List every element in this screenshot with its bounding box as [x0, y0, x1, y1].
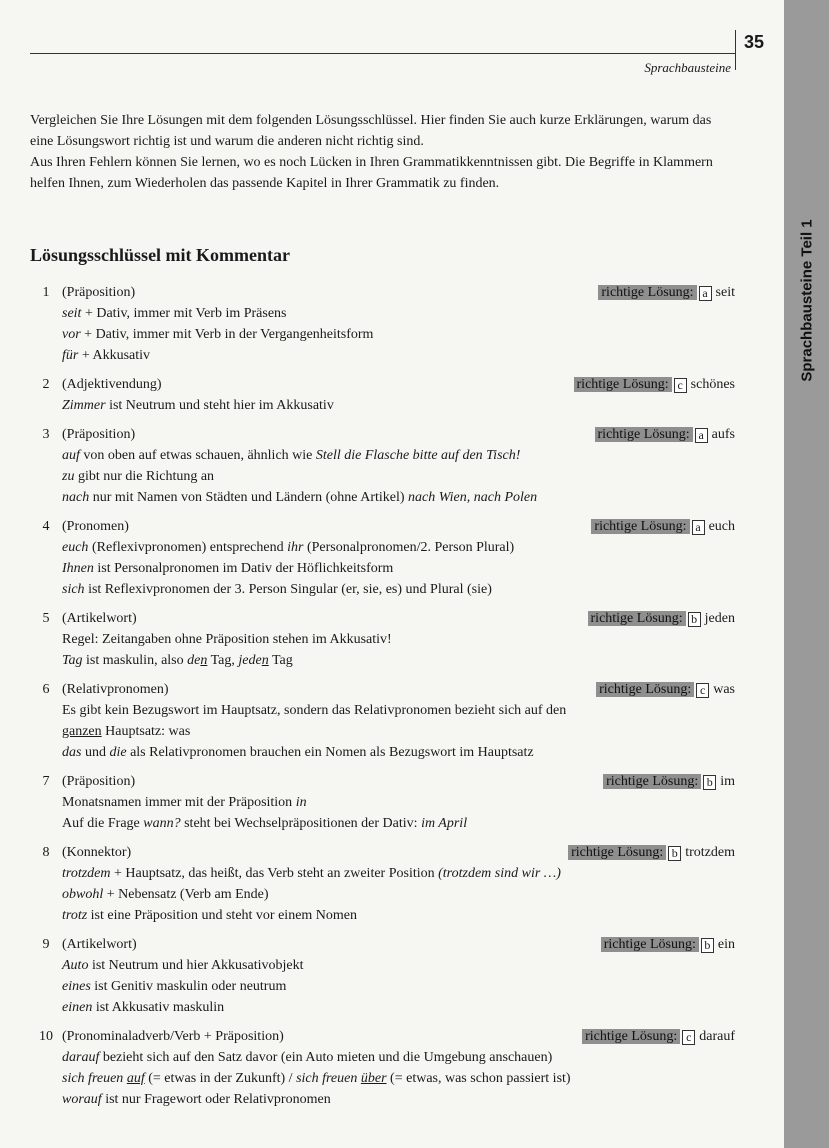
- answer-label: richtige Lösung:: [595, 427, 693, 442]
- answer-list: [30, 282, 735, 1118]
- answer-word: euch: [708, 519, 735, 534]
- explanation-line: vor + Dativ, immer mit Verb in der Vergangenheitsform: [62, 327, 374, 342]
- answer-letter: b: [668, 846, 681, 861]
- explanation-line: obwohl + Nebensatz (Verb am Ende): [62, 887, 269, 902]
- item-number: 8: [42, 845, 50, 860]
- item-category: (Präposition): [62, 427, 136, 442]
- answer: [596, 679, 735, 700]
- answer-letter: b: [688, 612, 701, 627]
- item-number: 4: [42, 519, 50, 534]
- explanation-line: trotz ist eine Präposition und steht vor einem Nomen: [62, 908, 358, 923]
- item-number: 2: [42, 377, 50, 392]
- explanation-line: eines ist Genitiv maskulin oder neutrum: [62, 979, 287, 994]
- item-number: 1: [42, 285, 50, 300]
- answer-letter: a: [699, 286, 712, 301]
- explanation-line: Monatsnamen immer mit der Präposition in: [62, 795, 307, 810]
- answer: [595, 424, 735, 445]
- explanation-line: Zimmer ist Neutrum und steht hier im Akkusativ: [62, 398, 334, 413]
- answer-label: richtige Lösung:: [601, 937, 699, 952]
- explanation-line: Es gibt kein Bezugswort im Hauptsatz, sondern das Relativpronomen bezieht sich auf den: [62, 703, 567, 718]
- explanation-line: worauf ist nur Fragewort oder Relativpronomen: [62, 1092, 331, 1107]
- explanation-line: euch (Reflexivpronomen) entsprechend ihr (Personalpronomen/2. Person Plural): [62, 540, 515, 555]
- item-number: 9: [42, 937, 50, 952]
- answer-letter: a: [692, 520, 705, 535]
- answer-word: was: [713, 682, 735, 697]
- answer-letter: b: [701, 938, 714, 953]
- answer-item: [30, 374, 735, 416]
- answer-item: [30, 842, 735, 926]
- answer-label: richtige Lösung:: [598, 285, 696, 300]
- answer-letter: c: [682, 1030, 695, 1045]
- answer-letter: c: [696, 683, 709, 698]
- answer-item: [30, 679, 735, 763]
- answer-item: [30, 771, 735, 834]
- explanation-line: ganzen Hauptsatz: was: [62, 724, 191, 739]
- item-category: (Relativpronomen): [62, 682, 169, 697]
- answer-word: ein: [717, 937, 735, 952]
- explanation-line: darauf bezieht sich auf den Satz davor (ein Auto mieten und die Umgebung anschauen): [62, 1050, 553, 1065]
- explanation-line: einen ist Akkusativ maskulin: [62, 1000, 225, 1015]
- answer-word: aufs: [711, 427, 735, 442]
- item-category: (Pronominaladverb/Verb + Präposition): [62, 1029, 284, 1044]
- answer: [574, 374, 735, 395]
- explanation-line: sich freuen auf (= etwas in der Zukunft) / sich freuen über (= etwas, was schon passiert ist): [62, 1071, 571, 1086]
- item-category: (Präposition): [62, 285, 136, 300]
- explanation-line: auf von oben auf etwas schauen, ähnlich wie Stell die Flasche bitte auf den Tisch!: [62, 448, 521, 463]
- answer-label: richtige Lösung:: [591, 519, 689, 534]
- side-tab: [784, 0, 829, 1148]
- page-number: 35: [744, 32, 765, 52]
- answer-item: [30, 282, 735, 366]
- explanation-line: zu gibt nur die Richtung an: [62, 469, 215, 484]
- explanation-line: Ihnen ist Personalpronomen im Dativ der Höflichkeitsform: [62, 561, 394, 576]
- answer-label: richtige Lösung:: [603, 774, 701, 789]
- item-category: (Artikelwort): [62, 611, 137, 626]
- item-number: 7: [42, 774, 50, 789]
- answer-label: richtige Lösung:: [568, 845, 666, 860]
- answer-word: jeden: [704, 611, 735, 626]
- item-category: (Präposition): [62, 774, 136, 789]
- explanation-line: seit + Dativ, immer mit Verb im Präsens: [62, 306, 287, 321]
- answer-item: [30, 608, 735, 671]
- answer-word: schönes: [690, 377, 735, 392]
- answer-letter: c: [674, 378, 687, 393]
- section-title: Lösungsschlüssel mit Kommentar: [30, 245, 291, 265]
- side-tab-label: Sprachbausteine Teil 1: [798, 218, 816, 382]
- intro-text: [30, 110, 735, 194]
- intro-paragraph: Vergleichen Sie Ihre Lösungen mit dem folgenden Lösungsschlüssel. Hier finden Sie auch kurze Erklärungen, warum das eine Lösungswort richtig ist und warum die anderen nicht richtig sind.: [30, 113, 712, 149]
- explanation-line: nach nur mit Namen von Städten und Ländern (ohne Artikel) nach Wien, nach Polen: [62, 490, 538, 505]
- answer-item: [30, 934, 735, 1018]
- answer-label: richtige Lösung:: [596, 682, 694, 697]
- explanation-line: Tag ist maskulin, also den Tag, jeden Tag: [62, 653, 293, 668]
- answer-item: [30, 424, 735, 508]
- item-category: (Konnektor): [62, 845, 132, 860]
- item-number: 10: [39, 1029, 53, 1044]
- answer: [588, 608, 735, 629]
- answer: [582, 1026, 735, 1047]
- answer: [591, 516, 735, 537]
- explanation-line: trotzdem + Hauptsatz, das heißt, das Verb steht an zweiter Position (trotzdem sind wir …): [62, 866, 561, 881]
- item-category: (Adjektivendung): [62, 377, 162, 392]
- explanation-line: das und die als Relativpronomen brauchen ein Nomen als Bezugswort im Hauptsatz: [62, 745, 534, 760]
- answer-label: richtige Lösung:: [588, 611, 686, 626]
- item-number: 3: [42, 427, 50, 442]
- answer: [568, 842, 735, 863]
- intro-paragraph: Aus Ihren Fehlern können Sie lernen, wo es noch Lücken in Ihren Grammatikkenntnissen gibt. Die Begriffe in Klammern helfen Ihnen, zum Wiederholen das passende Kapitel in Ihrer Grammatik zu finden.: [30, 155, 713, 191]
- header-divider: [735, 30, 736, 70]
- header-rule: [30, 53, 735, 54]
- answer-letter: a: [695, 428, 708, 443]
- answer-word: darauf: [699, 1029, 735, 1044]
- explanation-line: Auf die Frage wann? steht bei Wechselpräpositionen der Dativ: im April: [62, 816, 468, 831]
- answer-word: im: [720, 774, 735, 789]
- answer-label: richtige Lösung:: [574, 377, 672, 392]
- answer: [601, 934, 735, 955]
- answer-item: [30, 516, 735, 600]
- item-category: (Artikelwort): [62, 937, 137, 952]
- answer-word: trotzdem: [685, 845, 735, 860]
- running-title: Sprachbausteine: [644, 60, 731, 75]
- explanation-line: sich ist Reflexivpronomen der 3. Person Singular (er, sie, es) und Plural (sie): [62, 582, 492, 597]
- explanation-line: Regel: Zeitangaben ohne Präposition stehen im Akkusativ!: [62, 632, 392, 647]
- answer-item: [30, 1026, 735, 1110]
- item-number: 6: [42, 682, 50, 697]
- explanation-line: für + Akkusativ: [62, 348, 151, 363]
- item-number: 5: [42, 611, 50, 626]
- answer-letter: b: [703, 775, 716, 790]
- explanation-line: Auto ist Neutrum und hier Akkusativobjekt: [62, 958, 304, 973]
- item-category: (Pronomen): [62, 519, 129, 534]
- answer: [598, 282, 735, 303]
- answer-word: seit: [715, 285, 735, 300]
- answer-label: richtige Lösung:: [582, 1029, 680, 1044]
- answer: [603, 771, 735, 792]
